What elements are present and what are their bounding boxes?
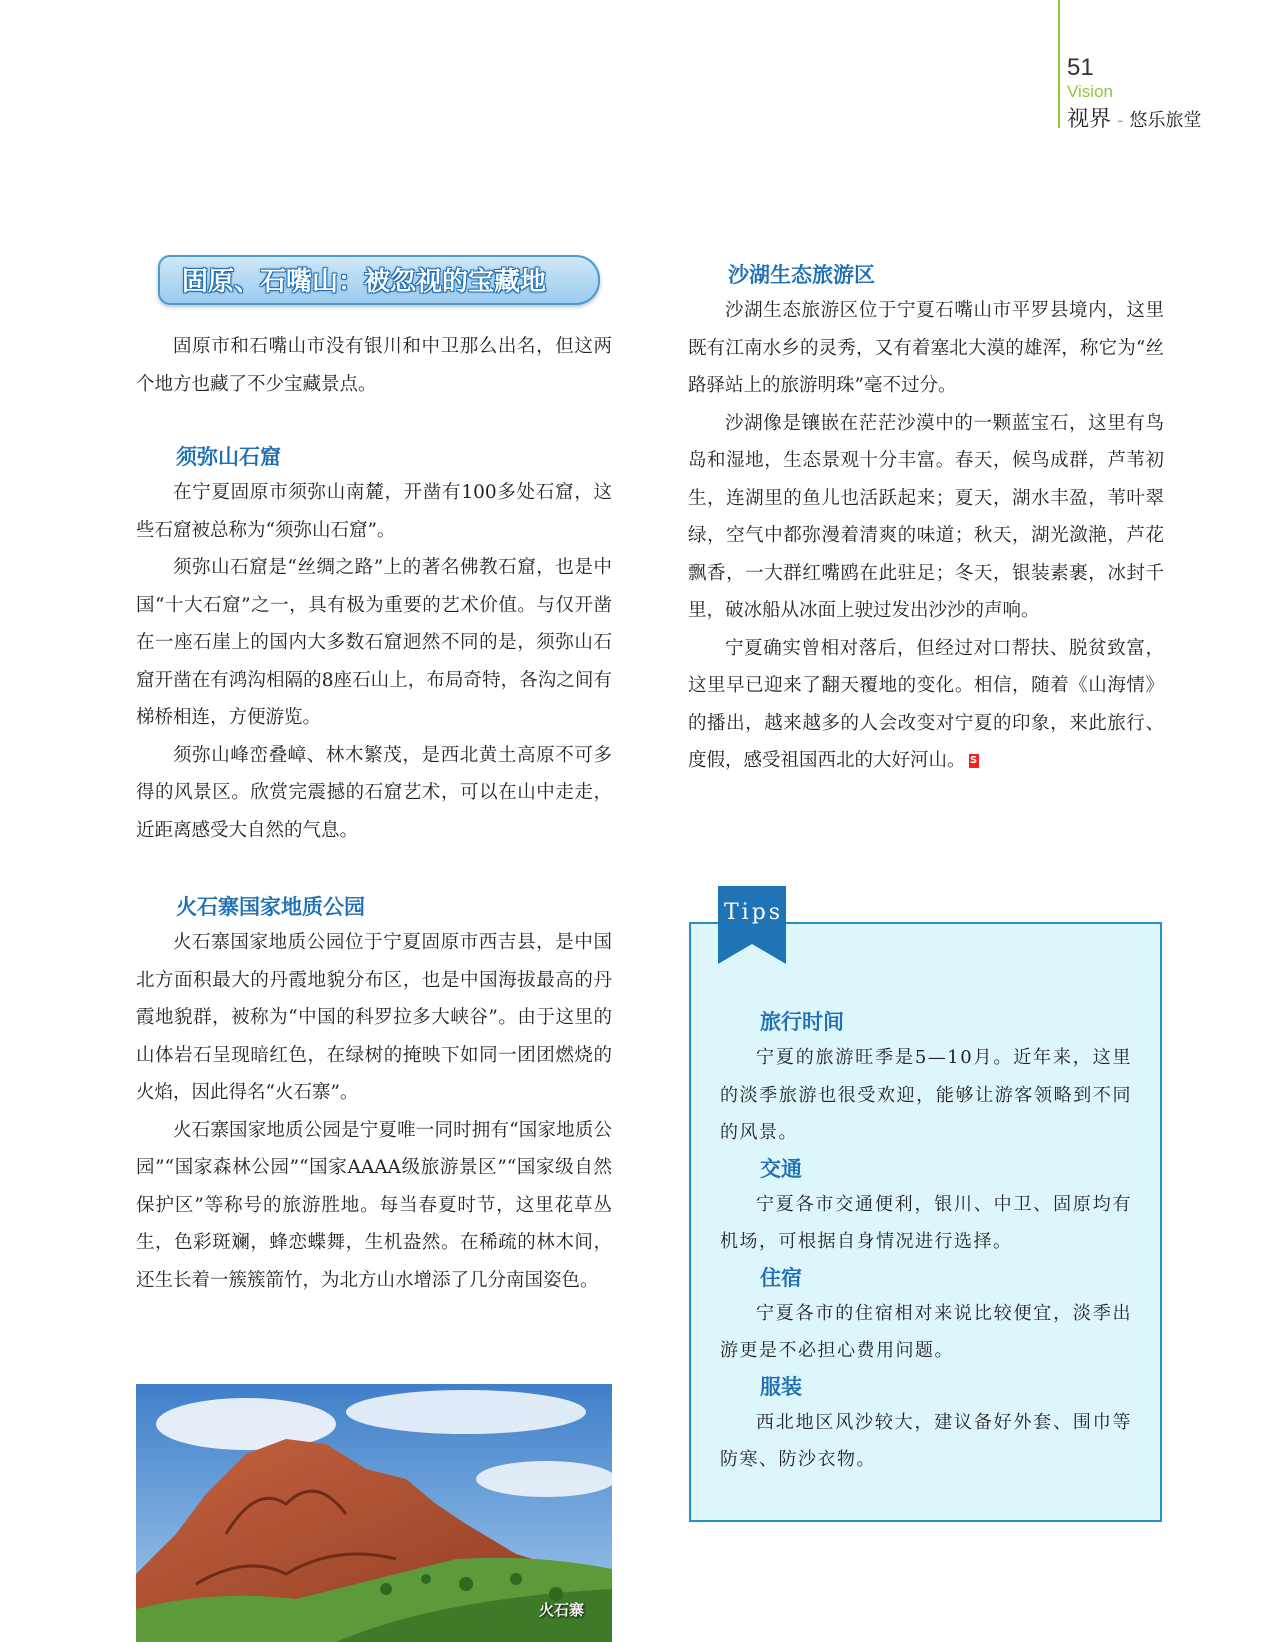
tips-clothing-title: 服装 (760, 1374, 802, 1399)
section-english: Vision (1067, 82, 1113, 101)
shahu-paragraph (688, 630, 1164, 780)
photo-caption: 火石寨 (538, 1601, 584, 1619)
tips-ribbon-icon (718, 886, 786, 964)
headline-banner (158, 255, 600, 305)
xumishan-paragraph: 须弥山石窟是“丝绸之路”上的著名佛教石窟，也是中国“十大石窟”之一，具有极为重要的艺术价值。与仅开凿在一座石崖上的国内大多数石窟迥然不同的是，须弥山石窟开凿在有鸿沟相隔的8座石山上，布局奇特，各沟之间有梯桥相连，方便游览。 (136, 557, 612, 728)
xumishan-section (136, 440, 612, 849)
huoshizhai-section (136, 890, 612, 1299)
tips-transport-title: 交通 (760, 1156, 802, 1181)
tips-clothing-text: 西北地区风沙较大，建议备好外套、围巾等防寒、防沙衣物。 (720, 1411, 1132, 1470)
huoshizhai-paragraph: 火石寨国家地质公园是宁夏唯一同时拥有“国家地质公园”“国家森林公园”“国家AAAA级旅游景区”“国家级自然保护区”等称号的旅游胜地。每当春夏时节，这里花草丛生，色彩斑斓，蜂恋蝶舞，生机盎然。在稀疏的林木间，还生长着一簇簇箭竹，为北方山水增添了几分南国姿色。 (136, 1119, 612, 1291)
xumishan-paragraph: 须弥山峰峦叠嶂、林木繁茂，是西北黄土高原不可多得的风景区。欣赏完震撼的石窟艺术，可以在山中走走，近距离感受大自然的气息。 (136, 744, 612, 841)
shahu-paragraph: 沙湖像是镶嵌在茫茫沙漠中的一颗蓝宝石，这里有鸟岛和湿地，生态景观十分丰富。春天，候鸟成群，芦苇初生，连湖里的鱼儿也活跃起来；夏天，湖水丰盈，苇叶翠绿，空气中都弥漫着清爽的味道；秋天，湖光潋滟，芦花飘香，一大群红嘴鸥在此驻足；冬天，银装素裹，冰封千里，破冰船从冰面上驶过发出沙沙的声响。 (688, 412, 1164, 621)
shahu-closing-text: 宁夏确实曾相对落后，但经过对口帮扶、脱贫致富，这里早已迎来了翻天覆地的变化。相信，随着《山海情》的播出，越来越多的人会改变对宁夏的印象，来此旅行、度假，感受祖国西北的大好河山。 (688, 637, 1164, 771)
shahu-paragraph: 沙湖生态旅游区位于宁夏石嘴山市平罗县境内，这里既有江南水乡的灵秀，又有着塞北大漠的雄浑，称它为“丝路驿站上的旅游明珠”毫不过分。 (688, 300, 1164, 396)
section-name: 视界 (1067, 107, 1112, 132)
huoshizhai-title: 火石寨国家地质公园 (176, 895, 365, 919)
xumishan-title: 须弥山石窟 (176, 445, 281, 469)
subsection-name: 悠乐旅堂 (1129, 110, 1202, 131)
headline-text: 固原、石嘴山：被忽视的宝藏地 (182, 267, 547, 297)
huoshizhai-paragraph: 火石寨国家地质公园位于宁夏固原市西吉县，是中国北方面积最大的丹霞地貌分布区，也是中国海拔最高的丹霞地貌群，被称为“中国的科罗拉多大峡谷”。由于这里的山体岩石呈现暗红色，在绿树的掩映下如同一团团燃烧的火焰，因此得名“火石寨”。 (136, 932, 612, 1103)
tips-transport-text: 宁夏各市交通便利，银川、中卫、固原均有机场，可根据自身情况进行选择。 (720, 1193, 1132, 1252)
xumishan-paragraph: 在宁夏固原市须弥山南麓，开凿有100多处石窟，这些石窟被总称为“须弥山石窟”。 (136, 482, 612, 541)
section-title (1067, 102, 1202, 133)
tips-travel-time-title: 旅行时间 (760, 1010, 844, 1034)
tips-label: Tips (724, 900, 784, 925)
tips-content (720, 1005, 1132, 1479)
tips-lodging-text: 宁夏各市的住宿相对来说比较便宜，淡季出游更是不必担心费用问题。 (720, 1302, 1132, 1361)
shahu-section (688, 258, 1164, 780)
page-number: 51 (1067, 54, 1094, 81)
section-dash: - (1117, 110, 1124, 131)
intro-paragraph: 固原市和石嘴山市没有银川和中卫那么出名，但这两个地方也藏了不少宝藏景点。 (136, 336, 612, 395)
tips-travel-time-text: 宁夏的旅游旺季是5—10月。近年来，这里的淡季旅游也很受欢迎，能够让游客领略到不同的风景。 (720, 1047, 1132, 1143)
shahu-title: 沙湖生态旅游区 (728, 263, 875, 287)
tips-lodging-title: 住宿 (760, 1265, 802, 1290)
intro-block (136, 328, 612, 403)
huoshizhai-photo (136, 1384, 612, 1642)
end-mark-icon: S (969, 755, 978, 766)
header-rule (1058, 0, 1060, 128)
